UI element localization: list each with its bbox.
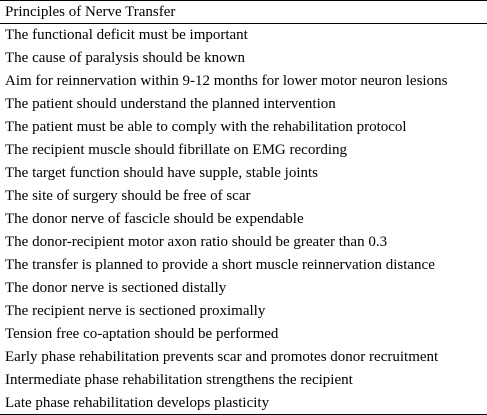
- table-row: The donor nerve of fascicle should be expendable: [5, 211, 304, 227]
- table-row: Intermediate phase rehabilitation strengthens the recipient: [5, 372, 353, 388]
- table-row: Late phase rehabilitation develops plasticity: [5, 395, 270, 411]
- table-row: The transfer is planned to provide a short muscle reinnervation distance: [5, 257, 435, 273]
- table-row: The site of surgery should be free of scar: [5, 188, 251, 204]
- table-row: Tension free co-aptation should be performed: [5, 326, 279, 342]
- table-row: The functional deficit must be important: [5, 27, 248, 43]
- table-row: The recipient nerve is sectioned proximally: [5, 303, 266, 319]
- table-row: Early phase rehabilitation prevents scar and promotes donor recruitment: [5, 349, 439, 365]
- table-row: The donor-recipient motor axon ratio should be greater than 0.3: [5, 234, 388, 250]
- table-row: The patient should understand the planned intervention: [5, 96, 336, 112]
- table-header: Principles of Nerve Transfer: [0, 1, 487, 24]
- table-row: The target function should have supple, stable joints: [5, 165, 318, 181]
- table-row: The recipient muscle should fibrillate on EMG recording: [5, 142, 347, 158]
- table-row: The cause of paralysis should be known: [5, 50, 245, 66]
- table-row: Aim for reinnervation within 9-12 months for lower motor neuron lesions: [5, 73, 448, 89]
- table-row: The donor nerve is sectioned distally: [5, 280, 227, 296]
- table-row: The patient must be able to comply with the rehabilitation protocol: [5, 119, 407, 135]
